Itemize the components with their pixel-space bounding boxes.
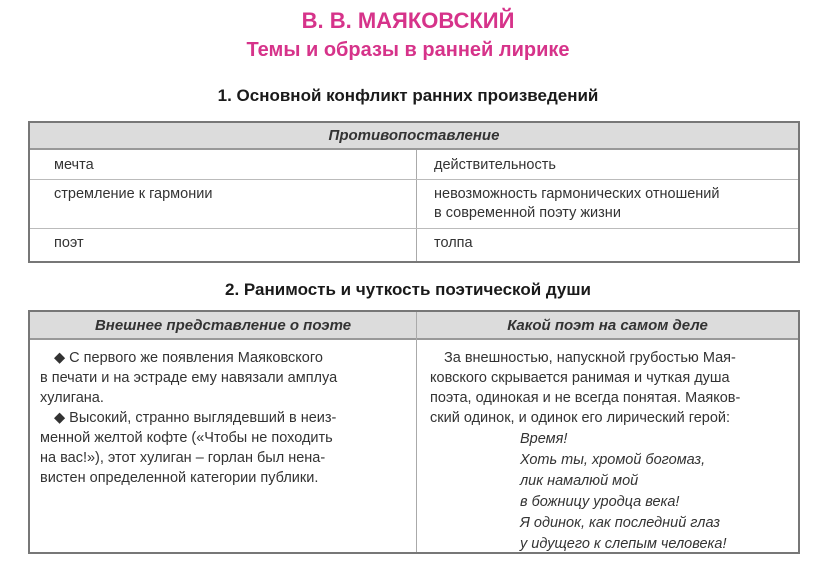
right-column-text	[430, 348, 792, 428]
poet-table	[28, 310, 800, 554]
table-cell: толпа	[434, 235, 473, 251]
table-cell: мечта	[54, 157, 94, 173]
page-subtitle: Темы и образы в ранней лирике	[246, 39, 570, 61]
section-2-heading: 2. Ранимость и чуткость поэтической души	[225, 280, 591, 299]
text-line: в печати и на эстраде ему навязали амплуа	[40, 370, 338, 386]
table-cell: в современной поэту жизни	[434, 205, 621, 221]
poem-line: в божницу уродца века!	[520, 494, 680, 510]
text-line: ◆ Высокий, странно выглядевший в неиз-	[54, 410, 337, 426]
poem-quote	[520, 429, 790, 555]
poem-line: Я одинок, как последний глаз	[520, 515, 720, 531]
left-column-text	[40, 348, 410, 488]
poem-line: Время!	[520, 431, 568, 447]
column-divider	[416, 312, 417, 552]
conflict-table-header: Противопоставление	[30, 123, 798, 150]
text-line: поэта, одинокая и не всегда понятая. Маяков-	[430, 390, 741, 406]
text-line: хулигана.	[40, 390, 104, 406]
conflict-table	[28, 121, 800, 263]
row-divider	[30, 228, 798, 229]
col-header-right: Какой поэт на самом деле	[507, 316, 708, 334]
text-line: ский одинок, и одинок его лирический герой:	[430, 410, 731, 426]
text-line: За внешностью, напускной грубостью Мая-	[444, 350, 736, 366]
poem-line: лик намалюй мой	[520, 473, 639, 489]
column-divider	[416, 150, 417, 261]
page-title: В. В. МАЯКОВСКИЙ	[301, 8, 515, 33]
poem-line: Хоть ты, хромой богомаз,	[520, 452, 706, 468]
poem-line: у идущего к слепым человека!	[520, 536, 727, 552]
table-cell: действительность	[434, 157, 556, 173]
table-cell: поэт	[54, 235, 84, 251]
table-cell: невозможность гармонических отношений	[434, 186, 720, 202]
text-line: менной желтой кофте («Чтобы не походить	[40, 430, 333, 446]
text-line: ковского скрывается ранимая и чуткая душа	[430, 370, 730, 386]
section-1-heading: 1. Основной конфликт ранних произведений	[217, 86, 599, 105]
text-line: вистен определенной категории публики.	[40, 470, 319, 486]
text-line: на вас!»), этот хулиган – горлан был нена-	[40, 450, 326, 466]
row-divider	[30, 179, 798, 180]
col-header-left: Внешнее представление о поэте	[94, 316, 352, 334]
table-cell: стремление к гармонии	[54, 186, 213, 202]
text-line: ◆ С первого же появления Маяковского	[54, 350, 323, 366]
